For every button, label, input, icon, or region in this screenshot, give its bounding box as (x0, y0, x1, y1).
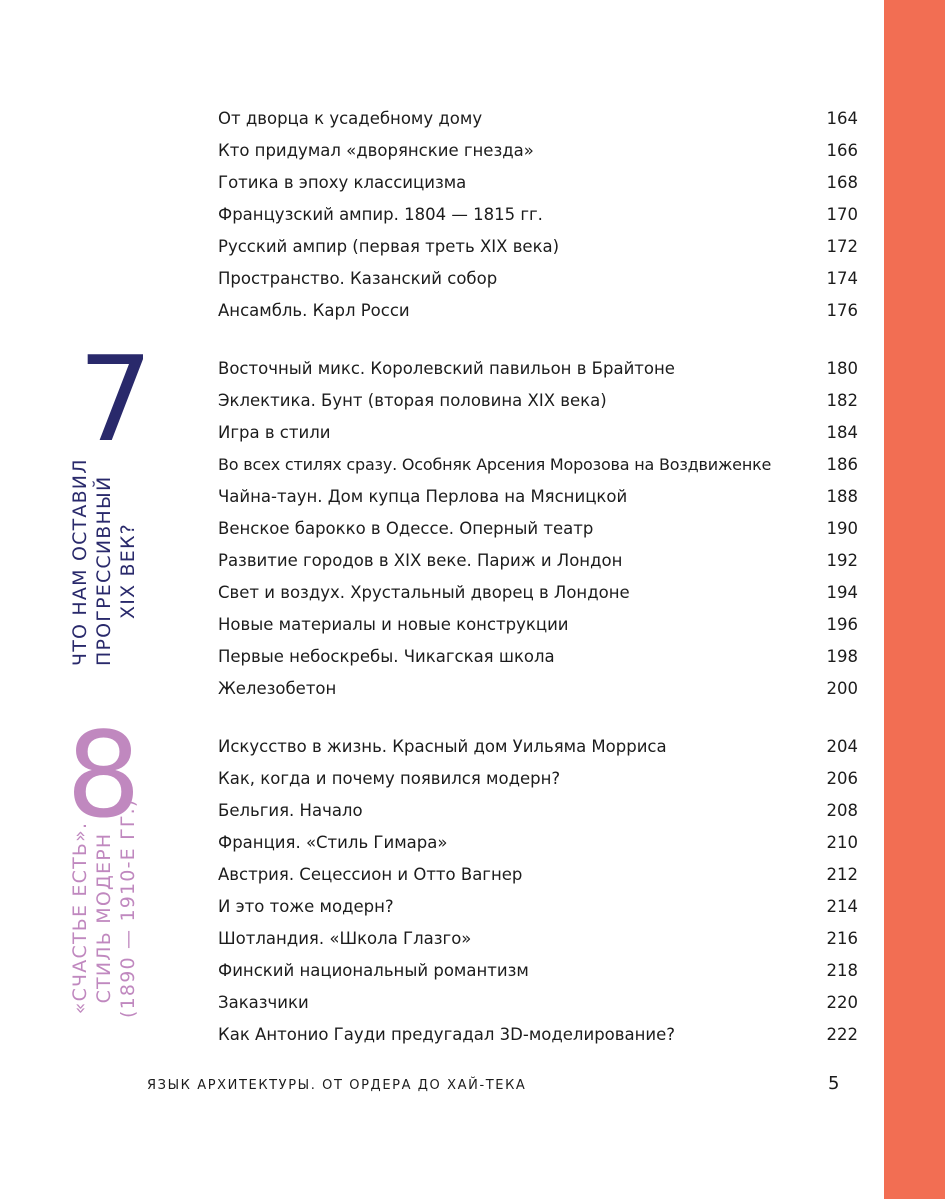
toc-entry-page: 218 (826, 961, 858, 980)
toc-entry[interactable] (218, 859, 858, 891)
toc-entry-page: 166 (826, 141, 858, 160)
chapter-7-number: 7 (78, 330, 154, 468)
toc-entry-title: И это тоже модерн? (218, 897, 394, 916)
toc-entry-title: Свет и воздух. Хрустальный дворец в Лондоне (218, 583, 630, 602)
toc-entry[interactable] (218, 513, 858, 545)
toc-entry-title: Во всех стилях сразу. Особняк Арсения Морозова на Воздвиженке (218, 455, 772, 474)
toc-entry[interactable] (218, 763, 858, 795)
toc-entry-page: 216 (826, 929, 858, 948)
toc-entry-title: От дворца к усадебному дому (218, 109, 483, 128)
toc-entry-title: Как Антонио Гауди предугадал 3D-моделирование? (218, 1025, 676, 1044)
toc-entry-page: 190 (826, 519, 858, 538)
toc-entry-page: 174 (826, 269, 858, 288)
toc-entry-title: Новые материалы и новые конструкции (218, 615, 569, 634)
chapter-8-number: 8 (66, 706, 142, 844)
toc-entry[interactable] (218, 385, 858, 417)
chapter-7-title-line-3: XIX ВЕК? (117, 523, 139, 619)
toc-entry[interactable] (218, 545, 858, 577)
toc-entry[interactable] (218, 231, 858, 263)
toc-entry-page: 186 (826, 455, 858, 474)
toc-entry-title: Бельгия. Начало (218, 801, 363, 820)
toc-entry-title: Шотландия. «Школа Глазго» (218, 929, 472, 948)
toc-entry-title: Французский ампир. 1804 — 1815 гг. (218, 205, 543, 224)
toc-entry-title: Восточный микс. Королевский павильон в Брайтоне (218, 359, 675, 378)
toc-entry-page: 212 (826, 865, 858, 884)
toc-entry-title: Эклектика. Бунт (вторая половина XIX века) (218, 391, 607, 410)
toc-entry-page: 200 (826, 679, 858, 698)
toc-entry-title: Венское барокко в Одессе. Оперный театр (218, 519, 594, 538)
toc-entry-title: Русский ампир (первая треть XIX века) (218, 237, 560, 256)
toc-entry-title: Готика в эпоху классицизма (218, 173, 467, 192)
toc-entry-title: Первые небоскребы. Чикагская школа (218, 647, 555, 666)
toc-entry-title: Пространство. Казанский собор (218, 269, 498, 288)
toc-entry-page: 164 (826, 109, 858, 128)
toc-entry-page: 204 (826, 737, 858, 756)
toc-entry-page: 208 (826, 801, 858, 820)
toc-entry[interactable] (218, 891, 858, 923)
toc-entry[interactable] (218, 641, 858, 673)
toc-entry-page: 220 (826, 993, 858, 1012)
toc-entry-title: Чайна-таун. Дом купца Перлова на Мясницкой (218, 487, 628, 506)
toc-entry[interactable] (218, 827, 858, 859)
toc-entry-title: Финский национальный романтизм (218, 961, 529, 980)
toc-entry-title: Австрия. Сецессион и Отто Вагнер (218, 865, 523, 884)
toc-entry[interactable] (218, 673, 858, 705)
toc-entry-title: Заказчики (218, 993, 309, 1012)
toc-entry-page: 214 (826, 897, 858, 916)
chapter-8-title-line-1: «СЧАСТЬЕ ЕСТЬ». (69, 821, 91, 1015)
toc-entry[interactable] (218, 923, 858, 955)
toc-entry[interactable] (218, 449, 858, 481)
running-footer-title: ЯЗЫК АРХИТЕКТУРЫ. ОТ ОРДЕРА ДО ХАЙ-ТЕКА (147, 1078, 527, 1093)
toc-entry-title: Развитие городов в XIX веке. Париж и Лондон (218, 551, 623, 570)
toc-entry-page: 196 (826, 615, 858, 634)
toc-entry-page: 182 (826, 391, 858, 410)
toc-entry-title: Игра в стили (218, 423, 331, 442)
toc-entry[interactable] (218, 987, 858, 1019)
toc-entry-page: 222 (826, 1025, 858, 1044)
toc-entry-page: 188 (826, 487, 858, 506)
chapter-7-title-line-1: ЧТО НАМ ОСТАВИЛ (69, 458, 91, 666)
orange-edge-strip (884, 0, 945, 1199)
toc-entry-title: Кто придумал «дворянские гнезда» (218, 141, 534, 160)
toc-entry[interactable] (218, 955, 858, 987)
toc-entry[interactable] (218, 481, 858, 513)
toc-entry[interactable] (218, 103, 858, 135)
toc-entry-page: 194 (826, 583, 858, 602)
toc-entry-title: Франция. «Стиль Гимара» (218, 833, 448, 852)
toc-entry[interactable] (218, 417, 858, 449)
toc-entry-page: 210 (826, 833, 858, 852)
toc-entry-page: 168 (826, 173, 858, 192)
toc-entry[interactable] (218, 167, 858, 199)
chapter-7-title-line-2: ПРОГРЕССИВНЫЙ (93, 475, 115, 666)
toc-entry[interactable] (218, 353, 858, 385)
toc-entry[interactable] (218, 1019, 858, 1051)
toc-entry-page: 170 (826, 205, 858, 224)
chapter-8-title-line-2: СТИЛЬ МОДЕРН (93, 832, 115, 1004)
toc-entry-page: 206 (826, 769, 858, 788)
toc-entry-title: Искусство в жизнь. Красный дом Уильяма Морриса (218, 737, 667, 756)
toc-entry[interactable] (218, 609, 858, 641)
toc-entry[interactable] (218, 731, 858, 763)
page-number: 5 (828, 1073, 840, 1094)
toc-entry[interactable] (218, 199, 858, 231)
toc-entry-page: 198 (826, 647, 858, 666)
toc-entry[interactable] (218, 263, 858, 295)
toc-entry-page: 192 (826, 551, 858, 570)
chapter-8-title-line-3: (1890 — 1910-Е ГГ.) (117, 798, 139, 1018)
toc-entry-title: Как, когда и почему появился модерн? (218, 769, 561, 788)
toc-entry[interactable] (218, 135, 858, 167)
toc-entry-page: 184 (826, 423, 858, 442)
toc-entry-title: Ансамбль. Карл Росси (218, 301, 410, 320)
toc-entry-title: Железобетон (218, 679, 337, 698)
toc-entry[interactable] (218, 295, 858, 327)
toc-entry-page: 180 (826, 359, 858, 378)
toc-entry[interactable] (218, 577, 858, 609)
toc-entry[interactable] (218, 795, 858, 827)
toc-entry-page: 176 (826, 301, 858, 320)
toc-entry-page: 172 (826, 237, 858, 256)
